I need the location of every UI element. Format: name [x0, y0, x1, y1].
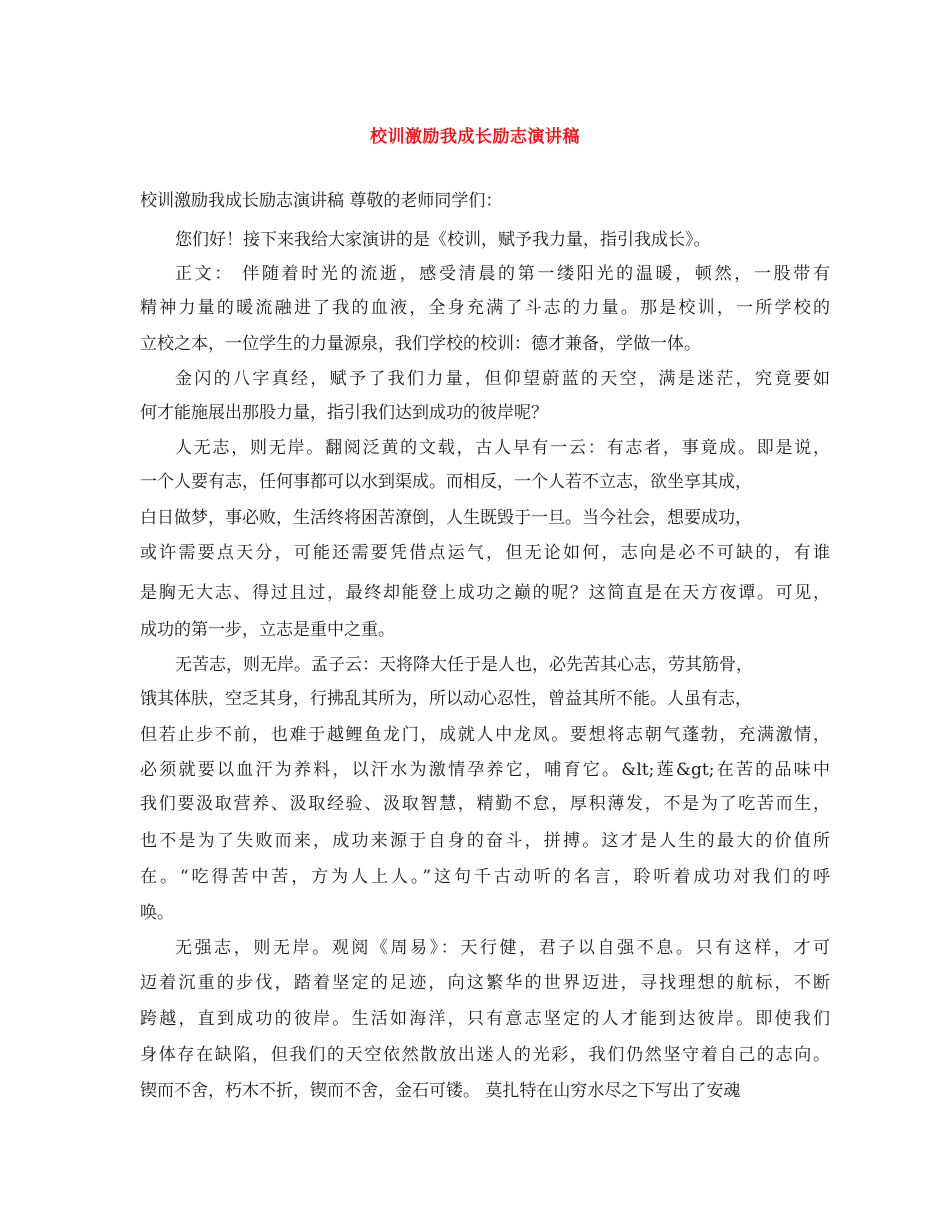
text-line: 必须就要以血汗为养料，以汗水为激情孕养它，哺育它。&lt;莲&gt;在苦的品味中 — [140, 760, 830, 780]
text-line: 唤。 — [140, 903, 174, 923]
text-line: 是胸无大志、得过且过，最终却能登上成功之巅的呢？这简直是在天方夜谭。可见， — [140, 583, 830, 603]
text-line: 跨越，直到成功的彼岸。生活如海洋，只有意志坚定的人才能到达彼岸。即使我们 — [140, 1009, 830, 1029]
text-line: 身体存在缺陷，但我们的天空依然散放出迷人的光彩，我们仍然坚守着自己的志向。 — [140, 1045, 830, 1065]
text-line: 无强志，则无岸。观阅《周易》：天行健，君子以自强不息。只有这样，才可 — [175, 938, 830, 958]
text-line: 饿其体肤，空乏其身，行拂乱其所为，所以动心忍性，曾益其所不能。人虽有志， — [140, 689, 752, 709]
text-line: 精神力量的暖流融进了我的血液，全身充满了斗志的力量。那是校训，一所学校的 — [140, 298, 830, 318]
text-line: 我们要汲取营养、汲取经验、汲取智慧，精勤不怠，厚积薄发，不是为了吃苦而生， — [140, 794, 830, 814]
text-line: 成功的第一步，立志是重中之重。 — [140, 620, 395, 640]
text-line: 迈着沉重的步伐，踏着坚定的足迹，向这繁华的世界迈进，寻找理想的航标，不断 — [140, 973, 830, 993]
text-line: 白日做梦，事必败，生活终将困苦潦倒，人生既毁于一旦。当今社会，想要成功， — [140, 508, 752, 528]
text-line: 何才能施展出那股力量，指引我们达到成功的彼岸呢？ — [140, 403, 548, 423]
text-line: 也不是为了失败而来，成功来源于自身的奋斗，拼搏。这才是人生的最大的价值所 — [140, 831, 830, 851]
text-line: 人无志，则无岸。翻阅泛黄的文载，古人早有一云：有志者，事竟成。即是说， — [175, 438, 830, 458]
text-line: 或许需要点天分，可能还需要凭借点运气，但无论如何，志向是必不可缺的，有谁 — [140, 543, 830, 563]
text-line: 无苦志，则无岸。孟子云：天将降大任于是人也，必先苦其心志，劳其筋骨， — [175, 655, 753, 675]
text-line: 金闪的八字真经，赋予了我们力量，但仰望蔚蓝的天空，满是迷茫，究竟要如 — [175, 369, 830, 389]
document-title: 校训激励我成长励志演讲稿 — [370, 127, 580, 147]
text-line: 锲而不舍，朽木不折，锲而不舍，金石可镂。 莫扎特在山穷水尽之下写出了安魂 — [140, 1081, 741, 1101]
text-line: 校训激励我成长励志演讲稿 尊敬的老师同学们： — [140, 191, 503, 211]
text-line: 在。“吃得苦中苦，方为人上人。”这句千古动听的名言，聆听着成功对我们的呼 — [140, 867, 830, 887]
text-line: 立校之本，一位学生的力量源泉，我们学校的校训：德才兼备，学做一体。 — [140, 334, 701, 354]
text-line: 但若止步不前，也难于越鲤鱼龙门，成就人中龙凤。要想将志朝气蓬勃，充满激情， — [140, 725, 830, 745]
text-line: 正文： 伴随着时光的流逝，感受清晨的第一缕阳光的温暖，顿然，一股带有 — [175, 264, 830, 284]
text-line: 一个人要有志，任何事都可以水到渠成。而相反，一个人若不立志，欲坐享其成， — [140, 472, 752, 492]
text-line: 您们好！接下来我给大家演讲的是《校训，赋予我力量，指引我成长》。 — [175, 230, 711, 250]
